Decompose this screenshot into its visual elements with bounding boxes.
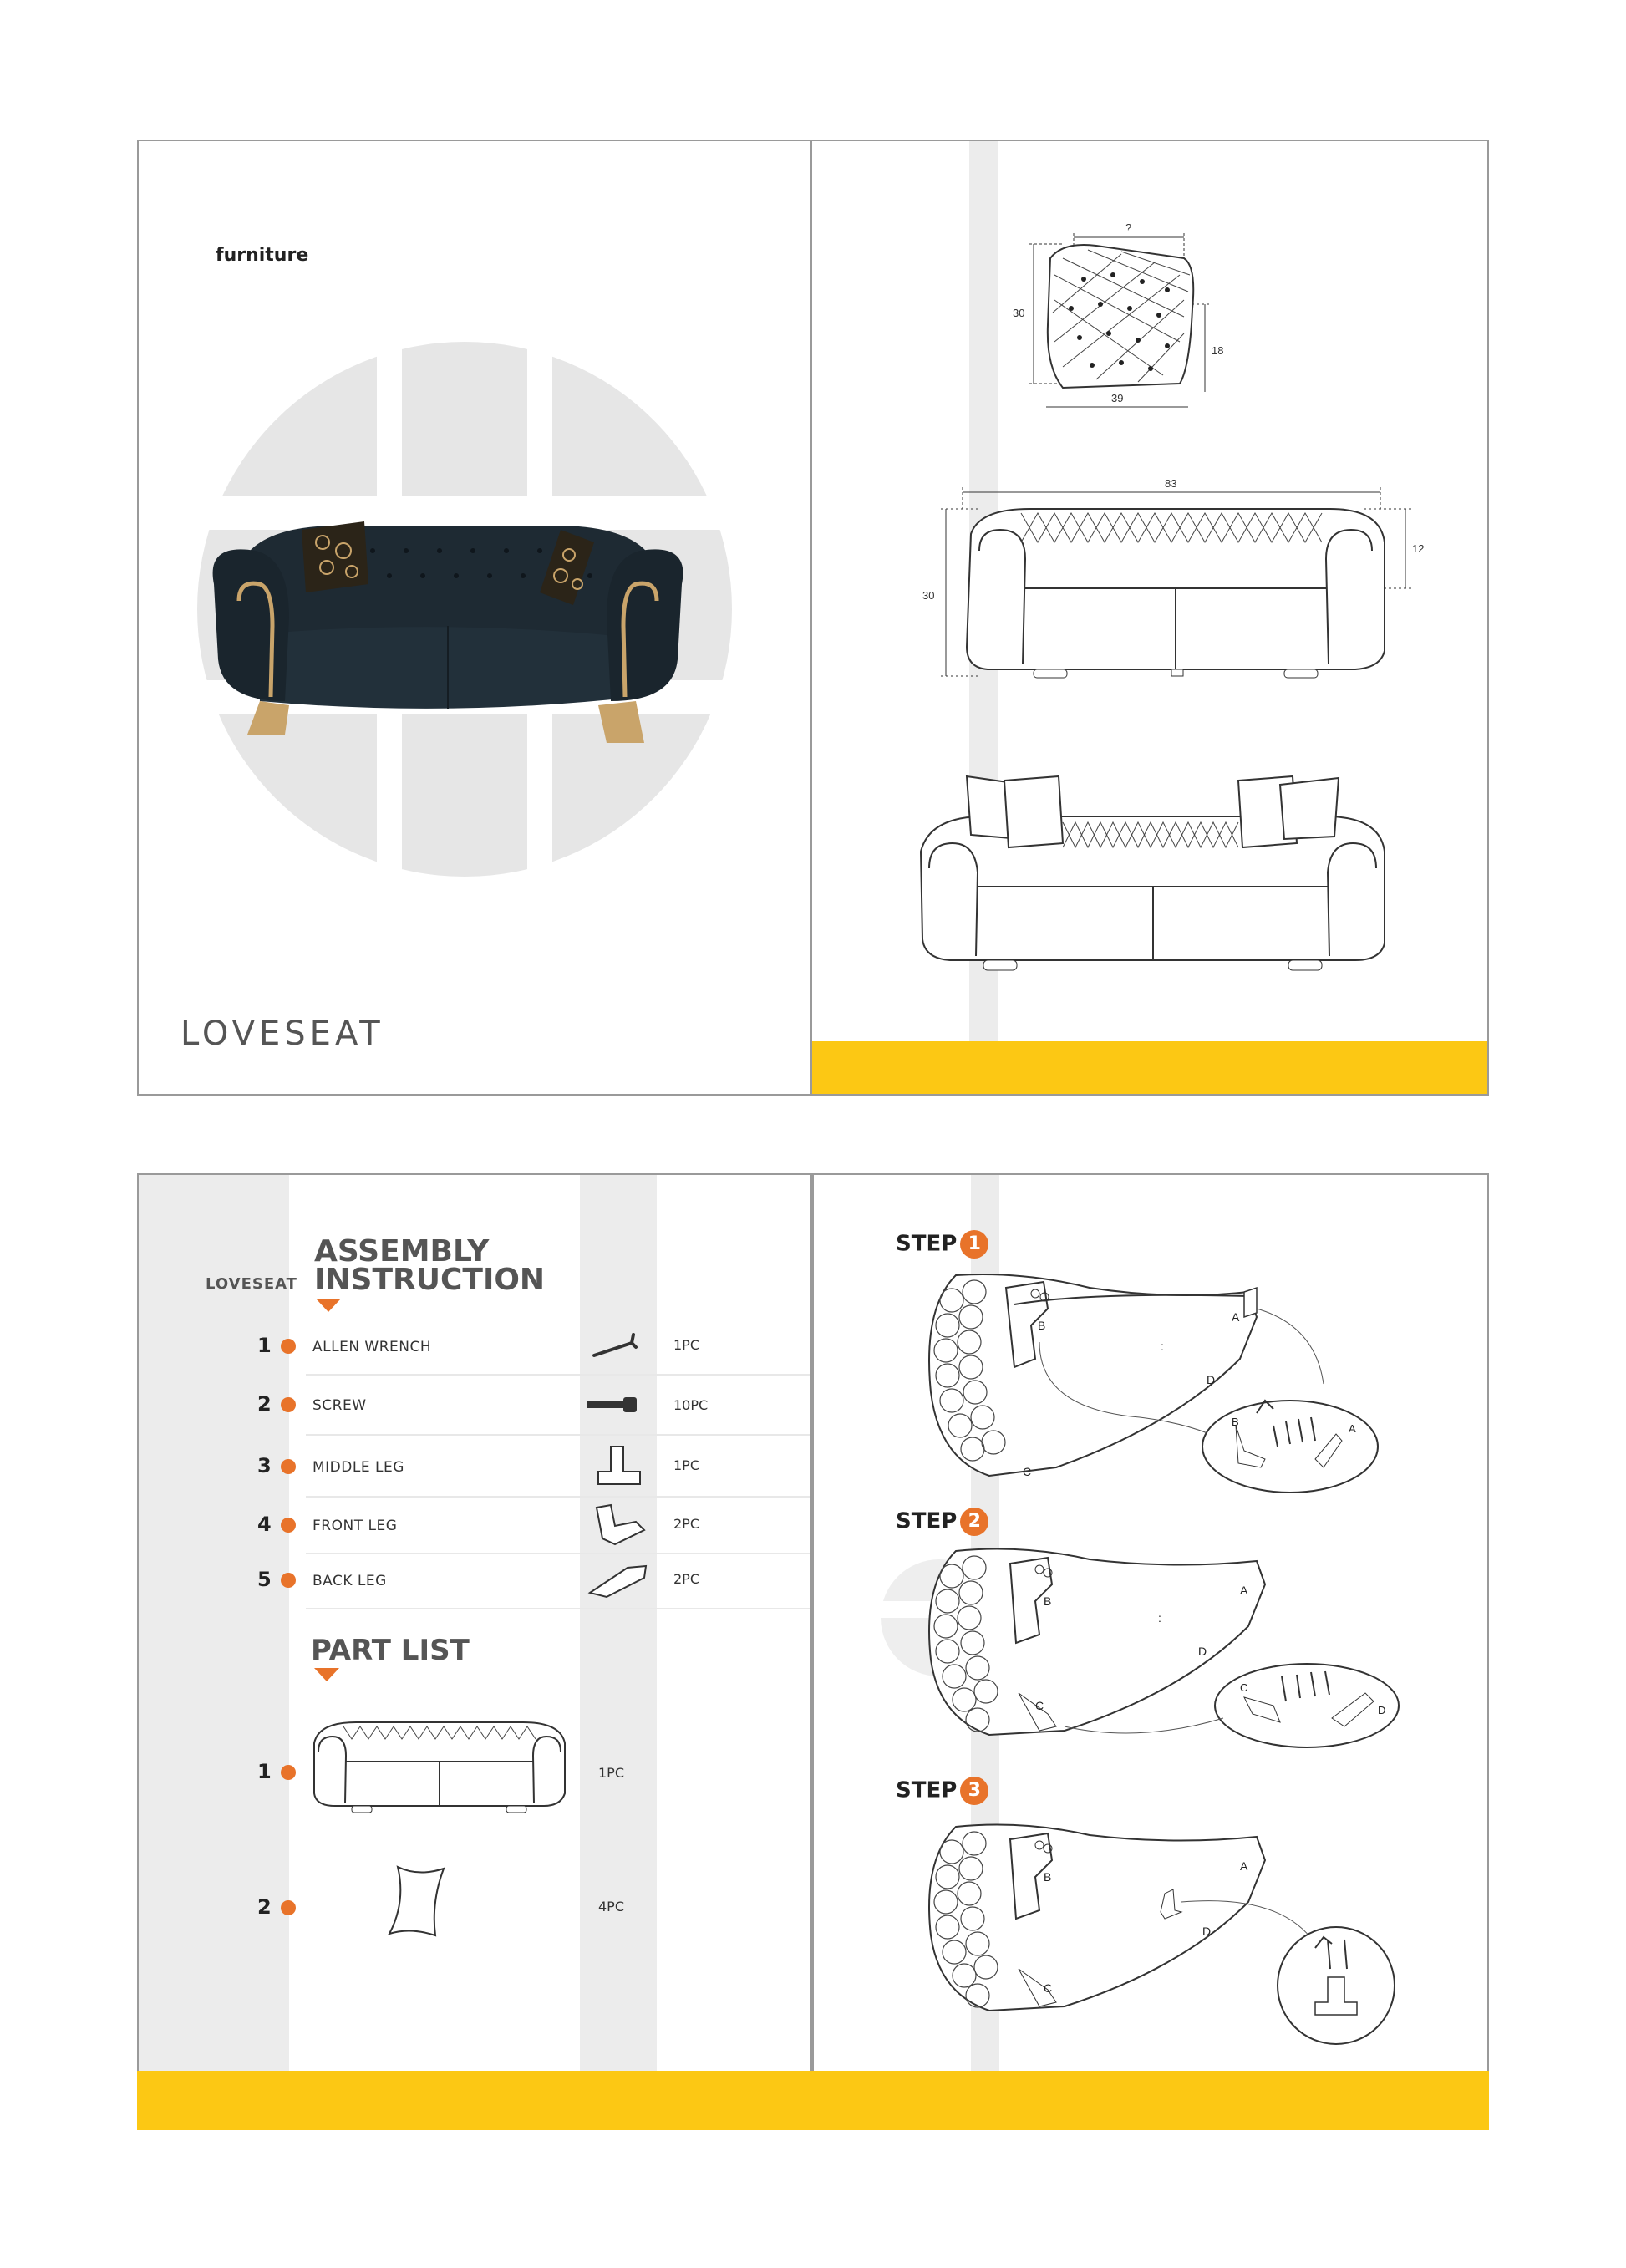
- side-height-label: 30: [1013, 307, 1025, 319]
- svg-text:D: D: [1378, 1704, 1386, 1716]
- svg-text:C: C: [1023, 1465, 1032, 1478]
- step-number-badge: 2: [960, 1508, 988, 1536]
- row-divider: [306, 1434, 812, 1436]
- step-2-label: [896, 1508, 988, 1536]
- part-list-qty: 1PC: [598, 1765, 624, 1781]
- row-divider: [306, 1496, 812, 1498]
- side-seat-height-label: 18: [1212, 344, 1224, 357]
- bottom-yellow-bar: [137, 2071, 1489, 2130]
- svg-text:B: B: [1044, 1870, 1052, 1884]
- front-leg-icon: [590, 1501, 648, 1551]
- step-word: STEP: [896, 1231, 958, 1257]
- bullet-dot: [281, 1518, 296, 1533]
- yellow-footer-bar: [812, 1041, 1489, 1096]
- step-3-label: [896, 1777, 988, 1805]
- part-list-qty: 4PC: [598, 1899, 624, 1915]
- step-word: STEP: [896, 1777, 958, 1803]
- middle-leg-icon: [594, 1442, 644, 1493]
- svg-text:A: A: [1240, 1584, 1248, 1597]
- loveseat-icon: [306, 1710, 573, 1818]
- parts-list: [139, 1325, 812, 1643]
- part-name: SCREW: [312, 1397, 367, 1414]
- front-width-label: 83: [1165, 477, 1177, 490]
- part-number: 3: [257, 1454, 272, 1477]
- dimensions-page: [812, 140, 1489, 1096]
- svg-text:A: A: [1349, 1422, 1356, 1435]
- part-number: 4: [257, 1513, 272, 1536]
- part-list-heading: PART LIST: [311, 1634, 470, 1667]
- sofa-photo: [206, 492, 690, 760]
- svg-text:A: A: [1240, 1859, 1248, 1873]
- part-name: MIDDLE LEG: [312, 1459, 404, 1476]
- part-qty: 2PC: [673, 1516, 699, 1532]
- svg-text:A: A: [1232, 1310, 1240, 1324]
- step-word: STEP: [896, 1508, 958, 1534]
- brand-name: furniture: [216, 245, 309, 266]
- side-view-drawing: [1004, 216, 1255, 434]
- bullet-dot: [281, 1339, 296, 1354]
- product-title: LOVESEAT: [180, 1014, 384, 1053]
- assembly-heading: [314, 1234, 546, 1297]
- steps-page: [812, 1173, 1489, 2130]
- screw-icon: [586, 1392, 644, 1417]
- bullet-dot: [281, 1765, 296, 1780]
- assembly-page: [137, 1173, 812, 2130]
- svg-text::: :: [1161, 1340, 1164, 1353]
- heading-arrow-icon: [316, 1299, 341, 1312]
- part-number: 2: [257, 1392, 272, 1416]
- step-number-badge: 1: [960, 1230, 988, 1259]
- part-qty: 1PC: [673, 1457, 699, 1473]
- side-depth-label: 39: [1111, 392, 1124, 404]
- part-list-arrow-icon: [314, 1668, 339, 1681]
- part-name: FRONT LEG: [312, 1518, 398, 1534]
- svg-text:C: C: [1240, 1681, 1248, 1694]
- svg-text:D: D: [1202, 1925, 1212, 1938]
- side-width-label: ?: [1125, 221, 1132, 234]
- part-list-number: 2: [257, 1895, 272, 1919]
- svg-text:C: C: [1035, 1699, 1044, 1712]
- row-divider: [306, 1608, 812, 1609]
- front-back-height-label: 12: [1412, 542, 1425, 555]
- assembly-heading-line1: ASSEMBLY: [314, 1234, 490, 1269]
- svg-text:B: B: [1038, 1319, 1046, 1332]
- svg-text::: :: [1158, 1611, 1161, 1625]
- svg-text:B: B: [1044, 1594, 1052, 1608]
- step-1-diagram: [922, 1259, 1424, 1526]
- part-qty: 10PC: [673, 1397, 709, 1413]
- svg-text:C: C: [1044, 1981, 1053, 1995]
- svg-text:B: B: [1232, 1416, 1239, 1428]
- assembly-heading-line2: INSTRUCTION: [314, 1263, 546, 1297]
- step-1-label: [896, 1230, 988, 1259]
- bullet-dot: [281, 1900, 296, 1915]
- part-list-number: 1: [257, 1760, 272, 1783]
- step-3-diagram: [922, 1810, 1424, 2061]
- back-leg-icon: [586, 1559, 653, 1601]
- cover-page: [137, 140, 812, 1096]
- front-height-label: 30: [922, 589, 935, 602]
- row-divider: [306, 1374, 812, 1376]
- bullet-dot: [281, 1573, 296, 1588]
- allen-wrench-icon: [590, 1330, 640, 1360]
- step-2-diagram: [922, 1534, 1424, 1785]
- svg-text:D: D: [1198, 1645, 1207, 1658]
- part-name: BACK LEG: [312, 1573, 387, 1589]
- front-view-drawing: [862, 475, 1447, 693]
- svg-text:D: D: [1207, 1373, 1216, 1386]
- part-name: ALLEN WRENCH: [312, 1339, 432, 1355]
- side-label: LOVESEAT: [206, 1275, 297, 1293]
- part-qty: 2PC: [673, 1571, 699, 1587]
- bullet-dot: [281, 1459, 296, 1474]
- row-divider: [306, 1553, 812, 1554]
- step-number-badge: 3: [960, 1777, 988, 1805]
- front-view-pillows-drawing: [904, 760, 1405, 977]
- pillow-icon: [385, 1860, 452, 1944]
- bullet-dot: [281, 1397, 296, 1412]
- part-number: 5: [257, 1568, 272, 1591]
- part-qty: 1PC: [673, 1337, 699, 1353]
- part-number: 1: [257, 1334, 272, 1357]
